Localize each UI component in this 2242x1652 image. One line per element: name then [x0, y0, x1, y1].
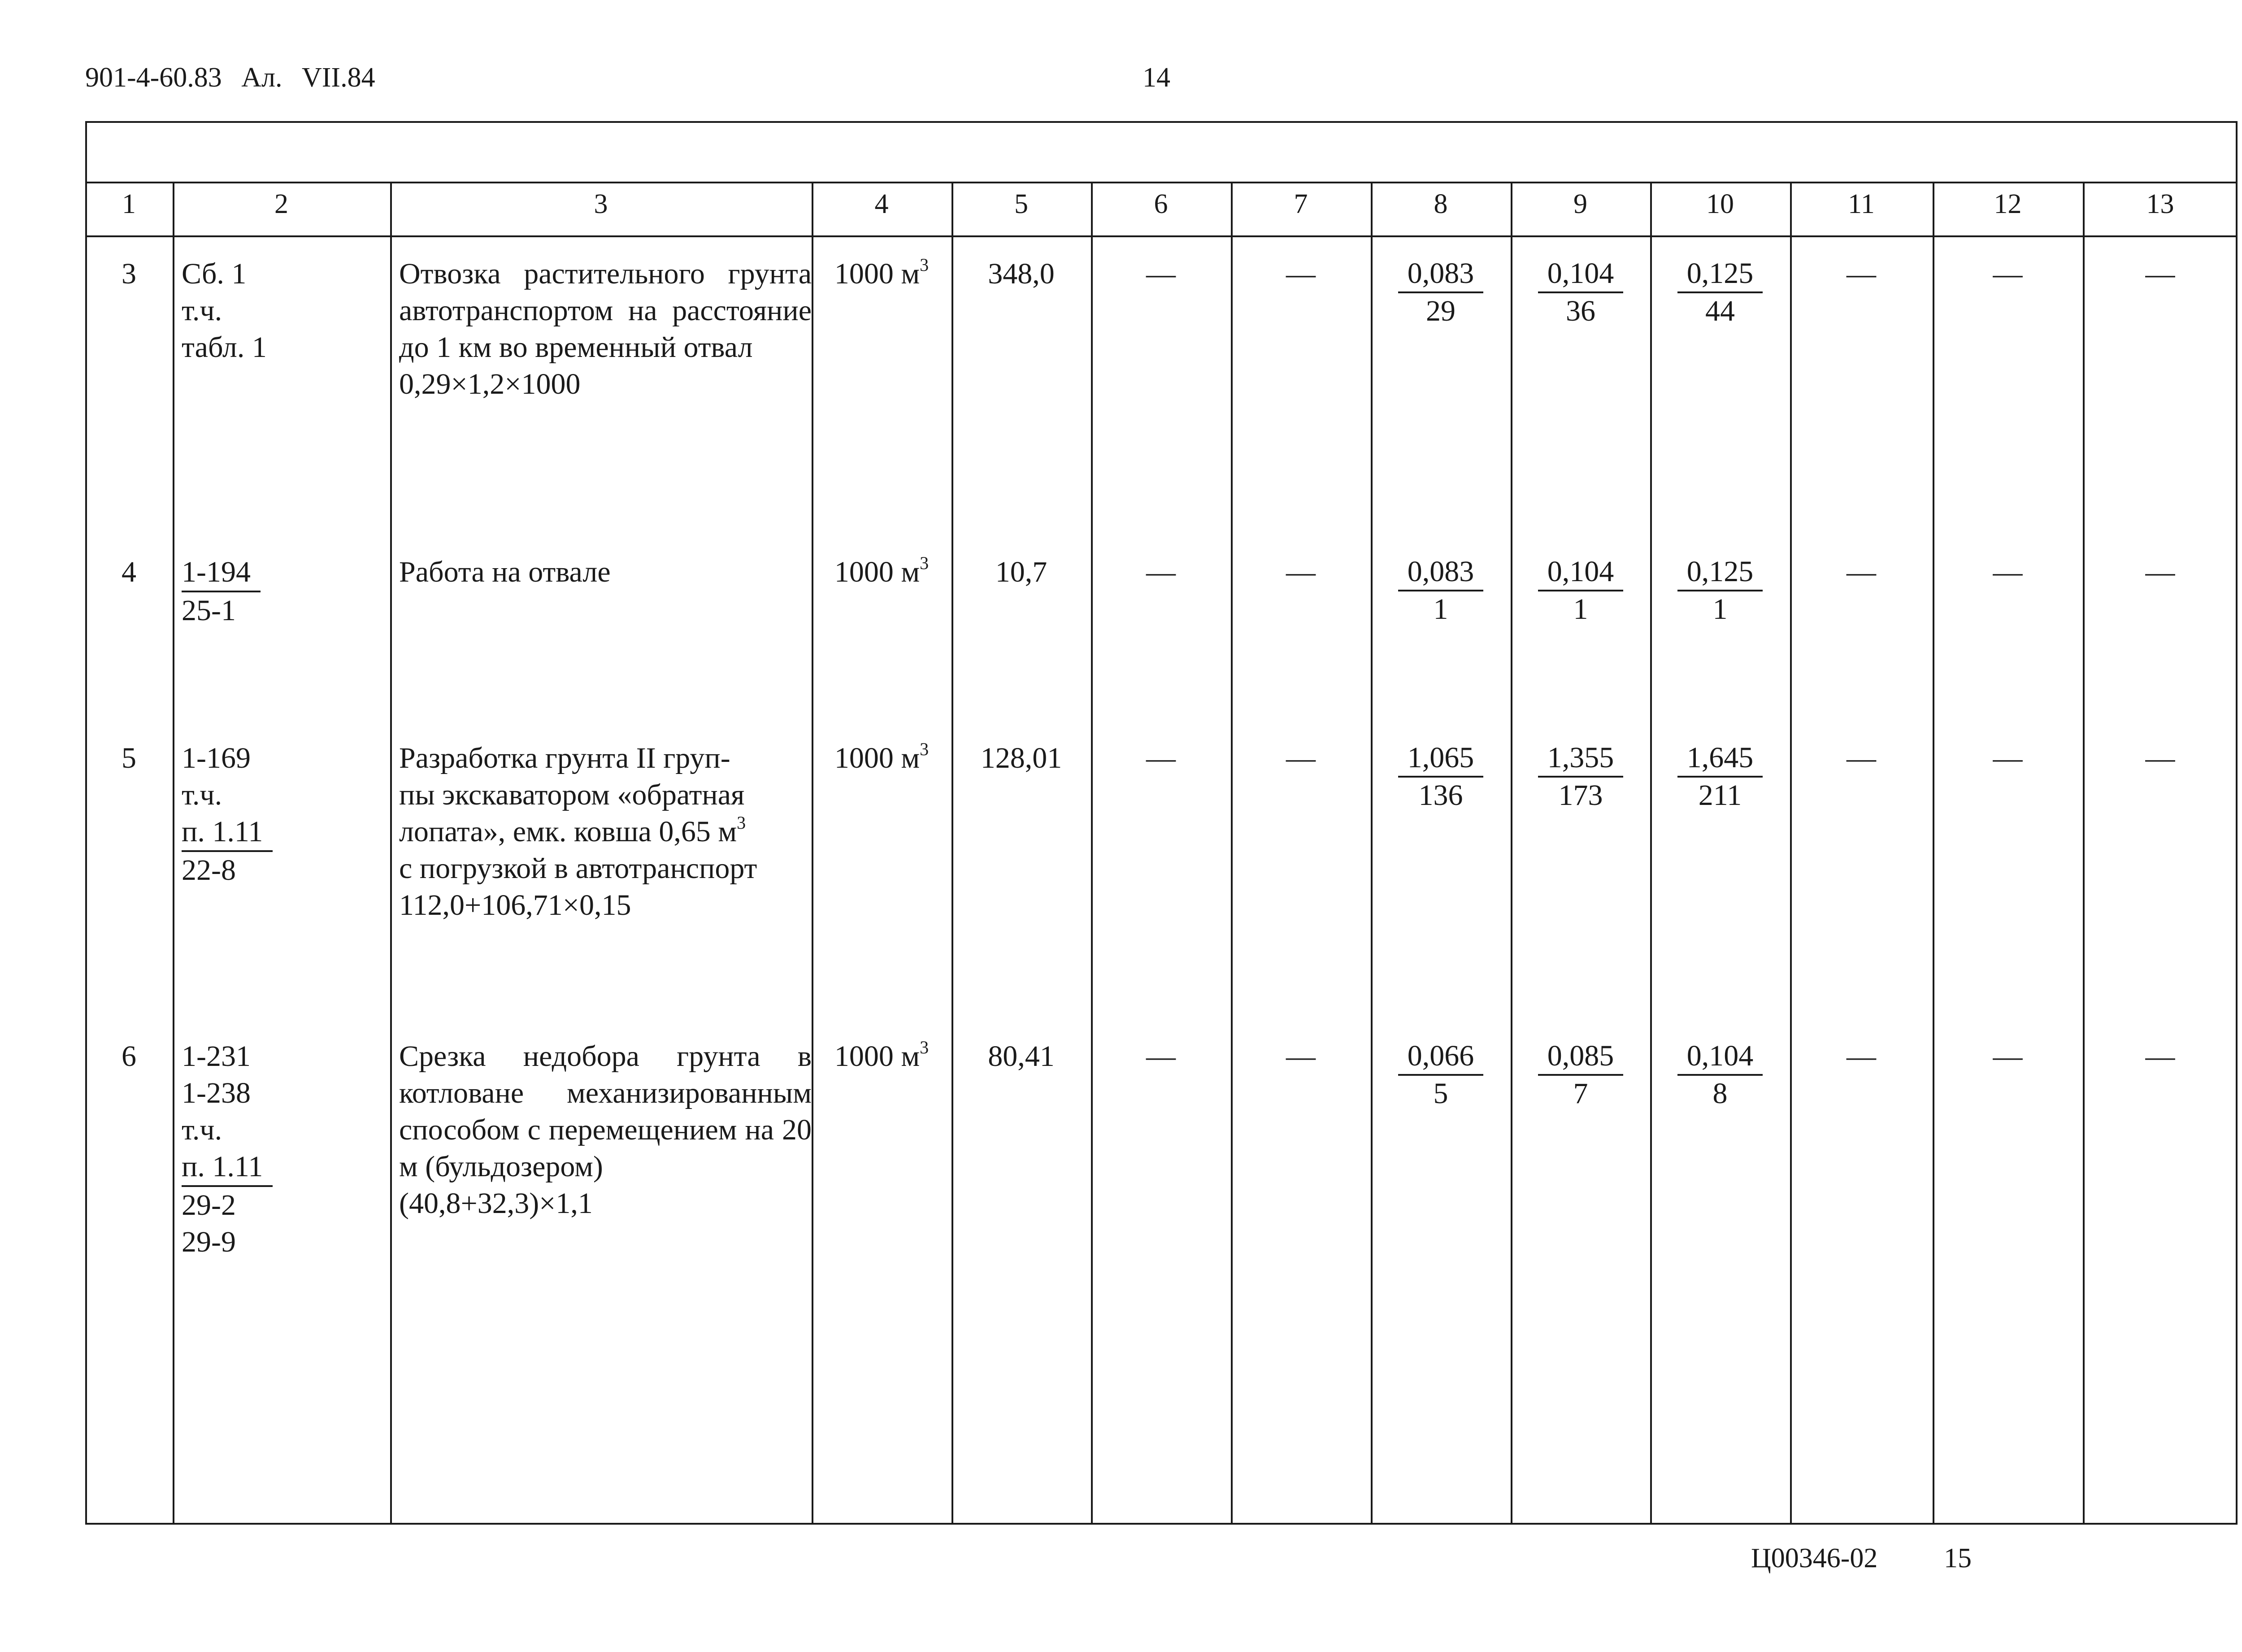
work-description: Разработка грунта II груп- пы экскаватором «обратная лопата», емк. ковша 0,65 $м^3$ с погрузкой в автотранспорт 112,0+106,71×0,15 — [399, 740, 757, 924]
norm-reference: Сб. 1 т.ч. табл. 1 — [182, 257, 267, 364]
col6-value: — — [1146, 556, 1176, 588]
formula-text: (40,8+32,3)×1,1 — [399, 1187, 593, 1220]
footer-page: 15 — [1944, 1543, 1972, 1574]
col6-value: — — [1146, 257, 1176, 290]
column-number: 8 — [1434, 189, 1448, 219]
formula-text: 112,0+106,71×0,15 — [399, 889, 631, 922]
unit: 1000 $м^3$ — [834, 553, 929, 588]
page-number: 14 — [1143, 62, 1170, 93]
col-divider — [1231, 182, 1233, 1525]
col-divider — [1091, 182, 1093, 1525]
norm-reference: 1-194 25-1 — [182, 554, 261, 629]
col-divider — [1790, 182, 1792, 1525]
col-divider — [2083, 182, 2085, 1525]
col7-value: — — [1286, 742, 1316, 774]
col13-value: — — [2145, 742, 2175, 774]
col6-value: — — [1146, 1040, 1176, 1073]
norm-reference: 1-231 1-238 т.ч. п. 1.11 29-2 29-9 — [182, 1038, 273, 1261]
col11-value: — — [1847, 257, 1876, 290]
col12-value: — — [1993, 257, 2023, 290]
quantity: 348,0 — [988, 257, 1055, 290]
row-number: 5 — [122, 742, 136, 774]
formula-text: 0,29×1,2×1000 — [399, 368, 581, 400]
col13-value: — — [2145, 257, 2175, 290]
col-divider — [1933, 182, 1934, 1525]
row-number: 6 — [122, 1040, 136, 1073]
col10-fraction: $\frac{0,125}{44}$ — [1677, 256, 1763, 329]
quantity: 128,01 — [980, 742, 1062, 774]
column-number: 2 — [274, 189, 288, 219]
col-divider — [1371, 182, 1373, 1525]
col10-fraction: $\frac{0,104}{8}$ — [1677, 1038, 1763, 1112]
table-rule — [85, 182, 2238, 183]
col9-fraction: $\frac{1,355}{173}$ — [1538, 740, 1623, 813]
work-description — [399, 554, 611, 591]
row-number: 4 — [122, 556, 136, 588]
col13-value: — — [2145, 556, 2175, 588]
col8-fraction: $\frac{0,066}{5}$ — [1398, 1038, 1483, 1112]
work-description — [399, 1038, 812, 1222]
col12-value: — — [1993, 1040, 2023, 1073]
work-description — [399, 256, 812, 403]
column-number: 1 — [122, 189, 136, 219]
column-number: 5 — [1014, 189, 1028, 219]
norm-reference: 1-169 т.ч. п. 1.11 22-8 — [182, 740, 273, 889]
col-divider — [1650, 182, 1652, 1525]
col-divider — [173, 182, 174, 1525]
col6-value: — — [1146, 742, 1176, 774]
col9-fraction: $\frac{0,085}{7}$ — [1538, 1038, 1623, 1112]
col-divider — [390, 182, 392, 1525]
col-divider — [952, 182, 953, 1525]
table-rule — [85, 235, 2238, 237]
footer-code: Ц00346-02 — [1751, 1543, 1878, 1574]
quantity: 80,41 — [988, 1040, 1055, 1073]
column-number: 6 — [1154, 189, 1168, 219]
col11-value: — — [1847, 556, 1876, 588]
col7-value: — — [1286, 257, 1316, 290]
col12-value: — — [1993, 742, 2023, 774]
col-divider — [1511, 182, 1512, 1525]
quantity: 10,7 — [995, 556, 1047, 588]
description-text: Срезка недобора грунта в котловане механизированным способом с перемещением на 20 м (бульдозером) — [399, 1040, 812, 1183]
unit: 1000 $м^3$ — [834, 739, 929, 774]
col13-value: — — [2145, 1040, 2175, 1073]
column-number: 7 — [1294, 189, 1308, 219]
column-number: 10 — [1706, 189, 1734, 219]
col11-value: — — [1847, 742, 1876, 774]
col7-value: — — [1286, 1040, 1316, 1073]
col12-value: — — [1993, 556, 2023, 588]
row-number: 3 — [122, 257, 136, 290]
col8-fraction: $\frac{0,083}{29}$ — [1398, 256, 1483, 329]
col8-fraction: $\frac{1,065}{136}$ — [1398, 740, 1483, 813]
unit: 1000 $м^3$ — [834, 255, 929, 290]
column-number: 4 — [874, 189, 889, 219]
column-number: 11 — [1848, 189, 1875, 219]
col10-fraction: $\frac{0,125}{1}$ — [1677, 554, 1763, 627]
col9-fraction: $\frac{0,104}{36}$ — [1538, 256, 1623, 329]
col7-value: — — [1286, 556, 1316, 588]
description-text: Отвозка растительного грунта автотранспортом на расстояние до 1 км во временный отвал — [399, 257, 812, 364]
doc-header — [85, 62, 375, 94]
col10-fraction: $\frac{1,645}{211}$ — [1677, 740, 1763, 813]
album-ref: Ал. VII.84 — [241, 62, 375, 93]
unit: 1000 $м^3$ — [834, 1037, 929, 1073]
column-number: 13 — [2146, 189, 2174, 219]
col11-value: — — [1847, 1040, 1876, 1073]
col9-fraction: $\frac{0,104}{1}$ — [1538, 554, 1623, 627]
col-divider — [812, 182, 813, 1525]
col8-fraction: $\frac{0,083}{1}$ — [1398, 554, 1483, 627]
column-number: 12 — [1994, 189, 2022, 219]
description-text: Работа на отвале — [399, 556, 611, 588]
column-number: 9 — [1573, 189, 1587, 219]
doc-code: 901-4-60.83 — [85, 62, 222, 93]
column-number: 3 — [594, 189, 608, 219]
